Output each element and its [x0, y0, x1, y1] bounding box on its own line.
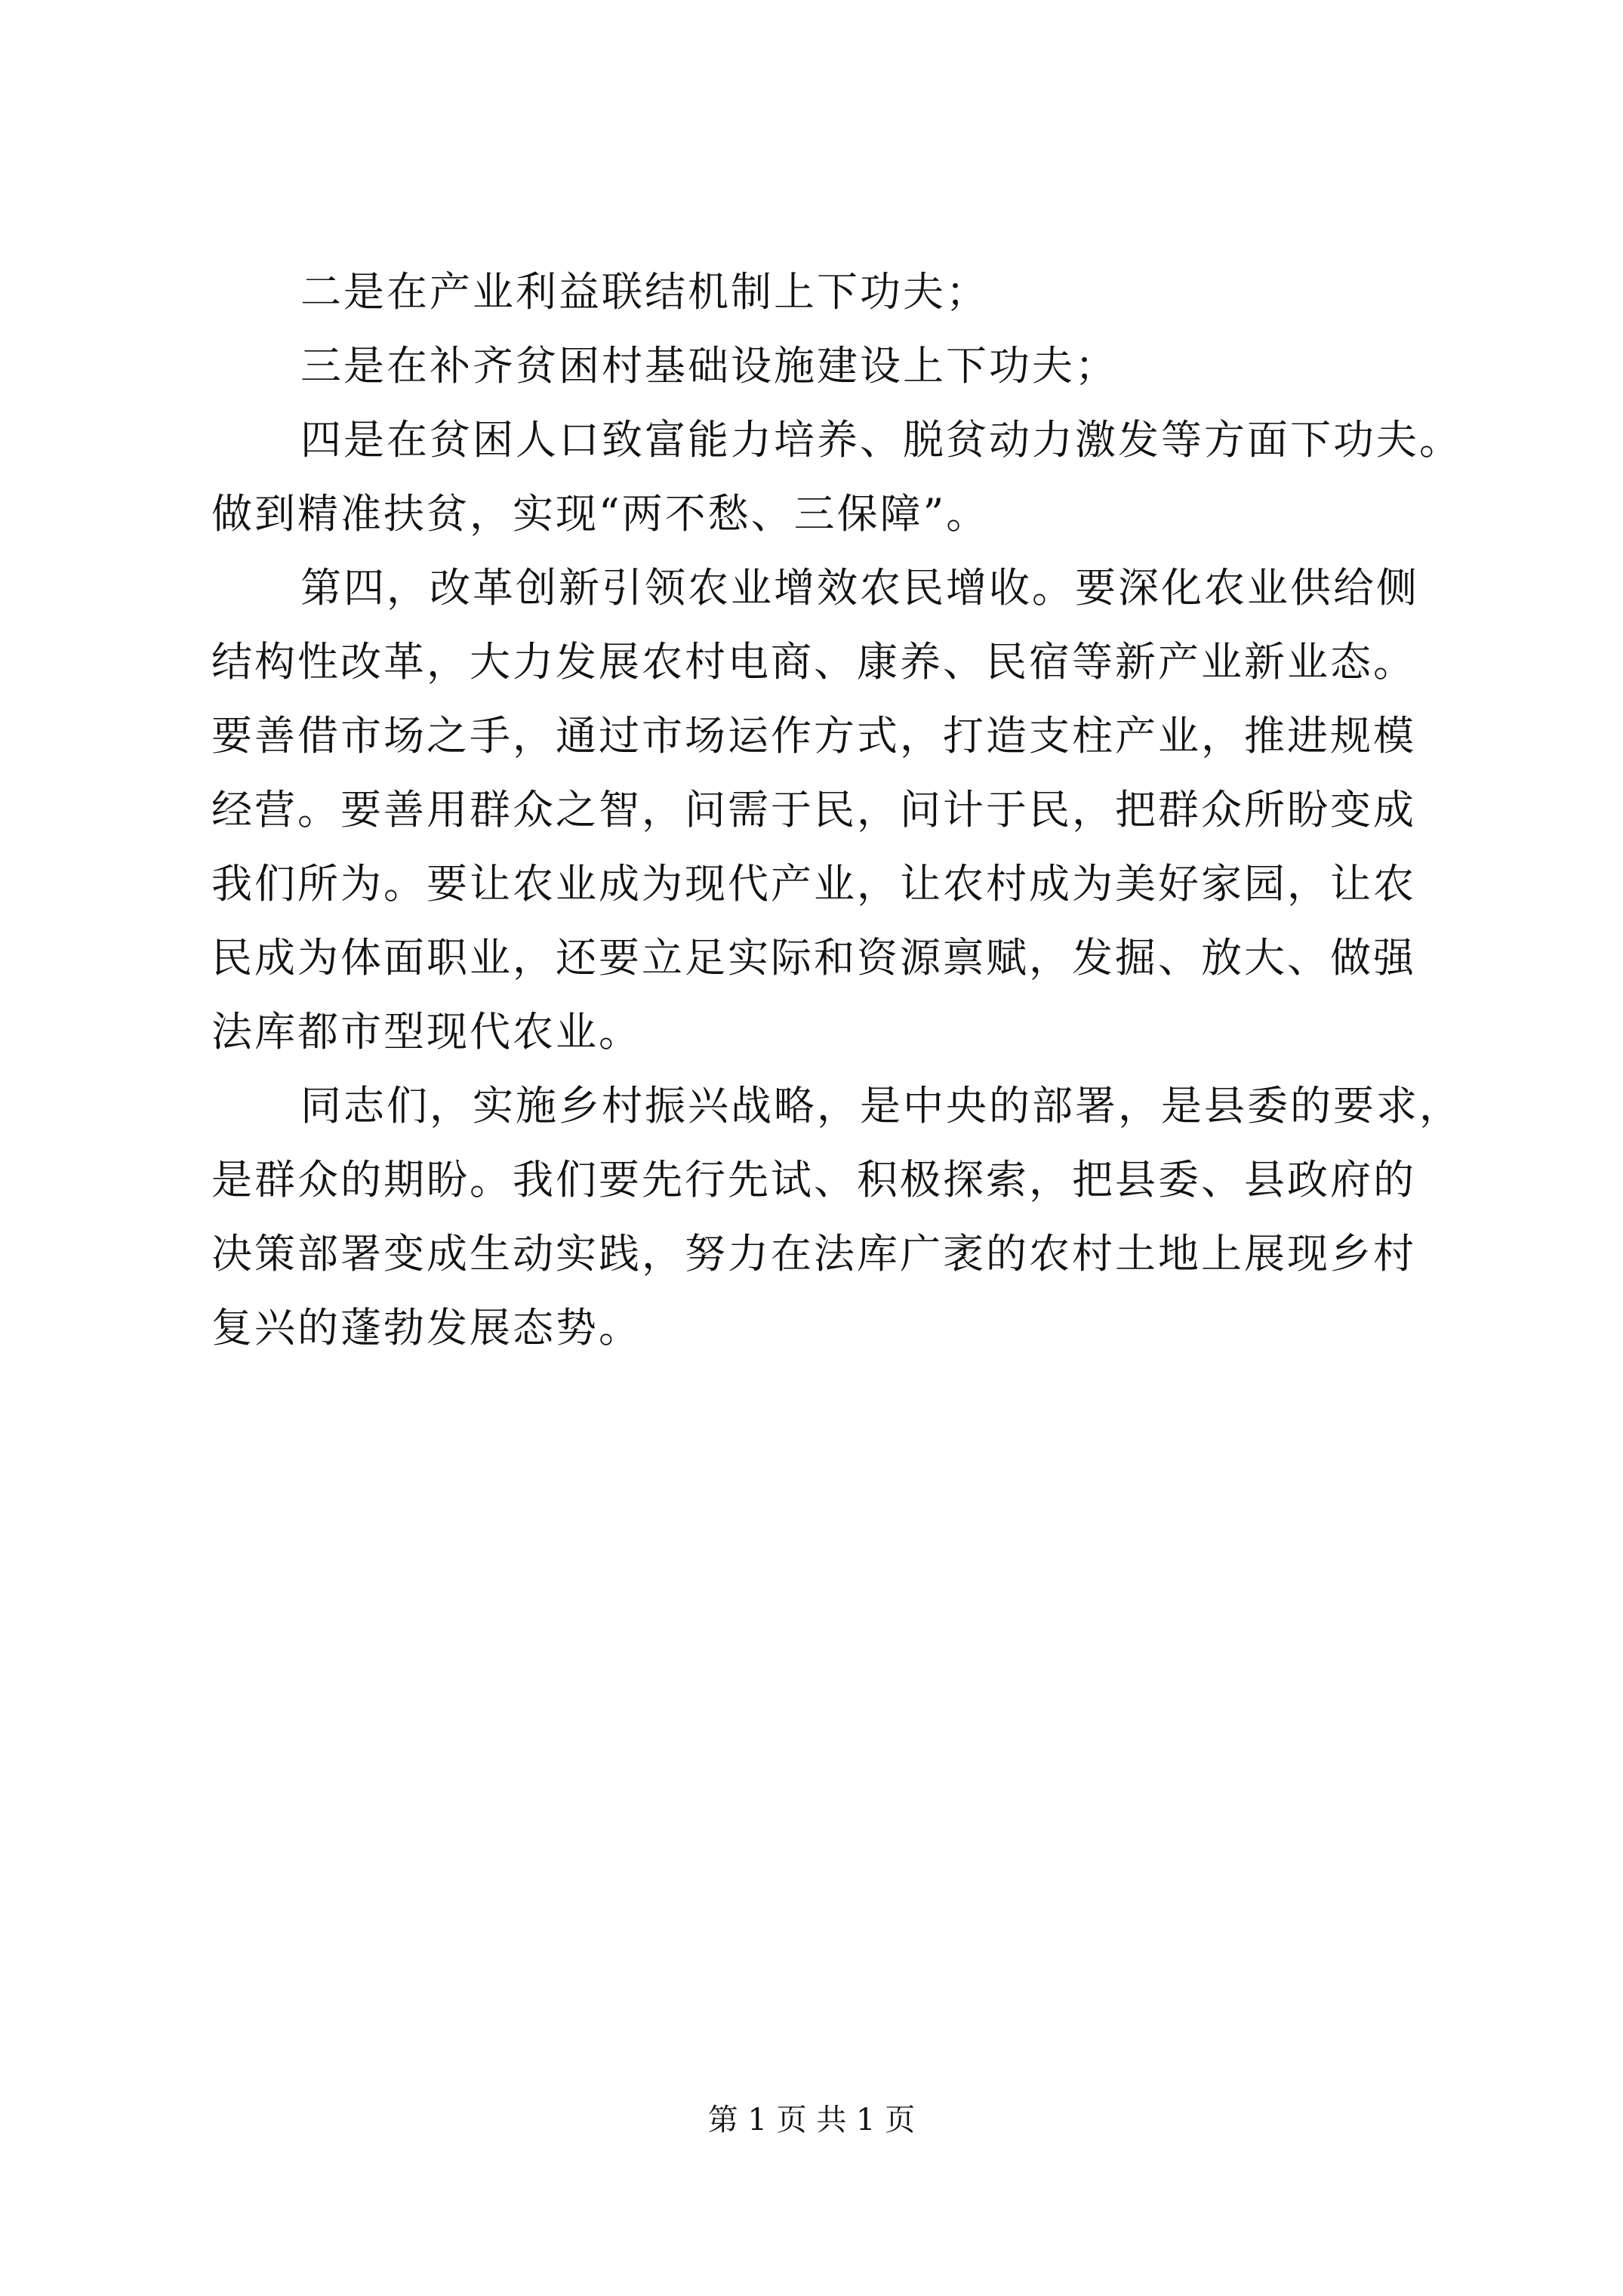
paragraph-line: 经营。要善用群众之智，问需于民，问计于民，把群众所盼变成 — [211, 786, 1416, 834]
paragraph-line: 同志们，实施乡村振兴战略，是中央的部署，是县委的要求， — [300, 1082, 1462, 1130]
paragraph-line: 复兴的蓬勃发展态势。 — [211, 1304, 642, 1351]
paragraph-line: 民成为体面职业，还要立足实际和资源禀赋，发掘、放大、做强 — [211, 934, 1416, 982]
paragraph-line: 结构性改革，大力发展农村电商、康养、民宿等新产业新业态。 — [211, 638, 1416, 686]
paragraph-line: 决策部署变成生动实践，努力在法库广袤的农村土地上展现乡村 — [211, 1230, 1416, 1277]
paragraph-line: 做到精准扶贫，实现“两不愁、三保障”。 — [211, 490, 990, 538]
paragraph-line: 要善借市场之手，通过市场运作方式，打造支柱产业，推进规模 — [211, 712, 1416, 760]
paragraph-line: 法库都市型现代农业。 — [211, 1008, 642, 1056]
paragraph-line: 是群众的期盼。我们要先行先试、积极探索，把县委、县政府的 — [211, 1156, 1416, 1203]
paragraph-line: 三是在补齐贫困村基础设施建设上下功夫； — [300, 342, 1118, 390]
paragraph-line: 第四，改革创新引领农业增效农民增收。要深化农业供给侧 — [300, 564, 1419, 612]
paragraph-line: 二是在产业利益联结机制上下功夫； — [300, 268, 989, 316]
document-body — [211, 255, 1462, 1365]
paragraph-line: 我们所为。要让农业成为现代产业，让农村成为美好家园，让农 — [211, 860, 1416, 908]
paragraph-line: 四是在贫困人口致富能力培养、脱贫动力激发等方面下功夫。 — [300, 416, 1462, 464]
page-number-footer: 第 1 页 共 1 页 — [707, 2103, 916, 2137]
